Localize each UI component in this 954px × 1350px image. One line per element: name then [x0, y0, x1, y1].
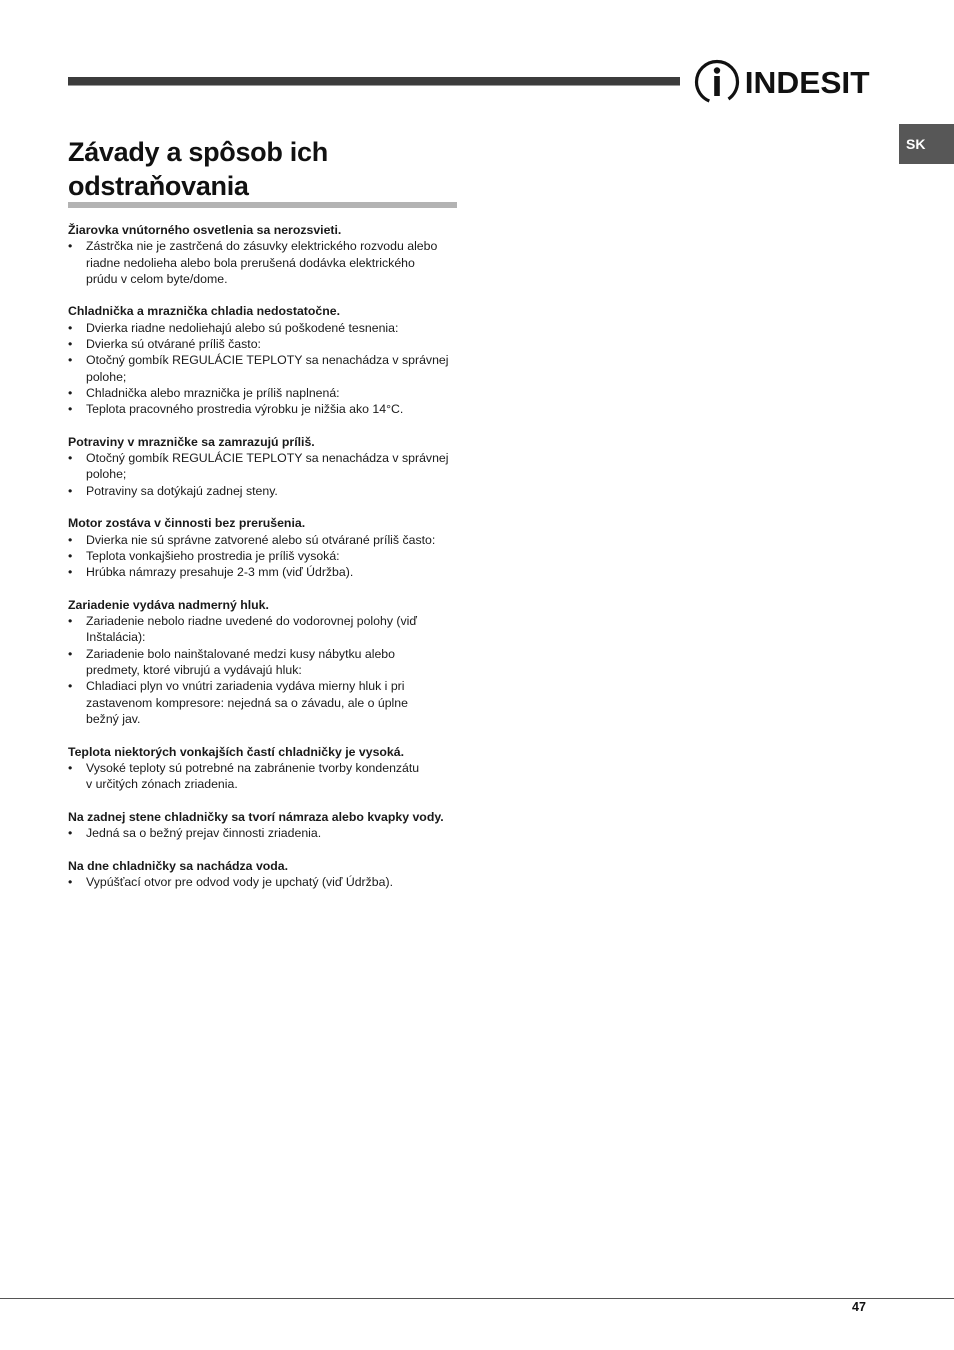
problem-title: Žiarovka vnútorného osvetlenia sa nerozsvieti. — [68, 223, 342, 237]
cause-text-line: Chladiaci plyn vo vnútri zariadenia vydáva mierny hluk i pri — [86, 679, 405, 694]
problem-section — [68, 222, 460, 287]
cause-item — [68, 385, 460, 401]
cause-text-line: zastavenom kompresore: nejedná sa o závadu, ale o úplne — [86, 695, 408, 710]
cause-item — [68, 320, 460, 336]
cause-text-line: Otočný gombík REGULÁCIE TEPLOTY sa nenachádza v správnej — [86, 451, 449, 466]
cause-item — [68, 564, 460, 580]
cause-text-line: Zástrčka nie je zastrčená do zásuvky elektrického rozvodu alebo — [86, 239, 438, 254]
page-title-line-1: Závady a spôsob ich — [68, 137, 328, 167]
cause-text-line: prúdu v celom byte/dome. — [86, 271, 228, 286]
problem-title: Na zadnej stene chladničky sa tvorí námraza alebo kvapky vody. — [68, 809, 444, 824]
cause-text-line: Chladnička alebo mraznička je príliš naplnená: — [86, 385, 340, 400]
cause-list — [68, 532, 460, 581]
cause-text-line: Potraviny sa dotýkajú zadnej steny. — [86, 483, 278, 498]
cause-text-line: Teplota vonkajšieho prostredia je príliš vysoká: — [86, 548, 340, 563]
cause-text-line: Teplota pracovného prostredia výrobku je nižšia ako 14°C. — [86, 402, 404, 417]
cause-list — [68, 238, 460, 287]
cause-item — [68, 532, 460, 548]
language-tab: SK — [899, 124, 954, 164]
footer-rule — [0, 1298, 954, 1299]
cause-list — [68, 613, 460, 727]
page-number: 47 — [852, 1300, 866, 1314]
problem-title: Potraviny v mrazničke sa zamrazujú príliš. — [68, 434, 315, 449]
cause-text-line: bežný jav. — [86, 711, 141, 726]
cause-item — [68, 874, 460, 890]
problem-title: Na dne chladničky sa nachádza voda. — [68, 858, 289, 873]
cause-text-line: Hrúbka námrazy presahuje 2-3 mm (viď Údržba). — [86, 565, 354, 580]
problem-title: Zariadenie vydáva nadmerný hluk. — [68, 597, 269, 612]
cause-list — [68, 825, 460, 841]
cause-text-line: Inštalácia): — [86, 630, 146, 645]
problem-title: Teplota niektorých vonkajších častí chladničky je vysoká. — [68, 744, 405, 759]
cause-item — [68, 678, 460, 727]
problem-section — [68, 515, 460, 580]
indesit-logo — [694, 58, 869, 106]
cause-item — [68, 352, 460, 385]
brand-name: INDESIT — [744, 64, 870, 100]
cause-list — [68, 320, 460, 418]
problem-section — [68, 809, 460, 842]
problem-section — [68, 434, 460, 499]
problem-title: Chladnička a mraznička chladia nedostatočne. — [68, 304, 340, 319]
page-title-line-2: odstraňovania — [68, 171, 249, 201]
cause-text-line: Vypúšťací otvor pre odvod vody je upchatý (viď Údržba). — [86, 874, 393, 889]
problem-section — [68, 858, 460, 891]
cause-item — [68, 238, 460, 287]
cause-item — [68, 483, 460, 499]
cause-item — [68, 450, 460, 483]
cause-list — [68, 450, 460, 499]
cause-item — [68, 760, 460, 793]
cause-text-line: Otočný gombík REGULÁCIE TEPLOTY sa nenachádza v správnej — [86, 353, 449, 368]
cause-item — [68, 548, 460, 564]
cause-text-line: Dvierka riadne nedoliehajú alebo sú poškodené tesnenia: — [86, 320, 399, 335]
cause-item — [68, 646, 460, 679]
cause-text-line: predmety, ktoré vibrujú a vydávajú hluk: — [86, 663, 302, 678]
indesit-logo-icon — [694, 59, 740, 105]
title-underline — [68, 202, 457, 208]
problem-section — [68, 744, 460, 793]
problem-section — [68, 303, 460, 417]
cause-text-line: Zariadenie bolo nainštalované medzi kusy nábytku alebo — [86, 646, 395, 661]
cause-text-line: Zariadenie nebolo riadne uvedené do vodorovnej polohy (viď — [86, 614, 417, 629]
header-rule — [68, 77, 680, 86]
troubleshooting-content — [68, 222, 460, 906]
cause-item — [68, 401, 460, 417]
cause-text-line: polohe; — [86, 369, 127, 384]
cause-text-line: Jedná sa o bežný prejav činnosti zriadenia. — [86, 825, 322, 840]
page-title — [68, 135, 328, 203]
problem-title: Motor zostáva v činnosti bez prerušenia. — [68, 516, 306, 531]
cause-item — [68, 613, 460, 646]
problem-section — [68, 597, 460, 727]
cause-text-line: polohe; — [86, 467, 127, 482]
cause-text-line: v určitých zónach zriadenia. — [86, 777, 238, 792]
cause-text-line: Dvierka nie sú správne zatvorené alebo sú otvárané príliš často: — [86, 532, 436, 547]
cause-item — [68, 336, 460, 352]
cause-item — [68, 825, 460, 841]
cause-text-line: Vysoké teploty sú potrebné na zabránenie tvorby kondenzátu — [86, 760, 420, 775]
cause-text-line: Dvierka sú otvárané príliš často: — [86, 337, 261, 352]
cause-text-line: riadne nedolieha alebo bola prerušená dodávka elektrického — [86, 255, 415, 270]
cause-list — [68, 760, 460, 793]
cause-list — [68, 874, 460, 890]
